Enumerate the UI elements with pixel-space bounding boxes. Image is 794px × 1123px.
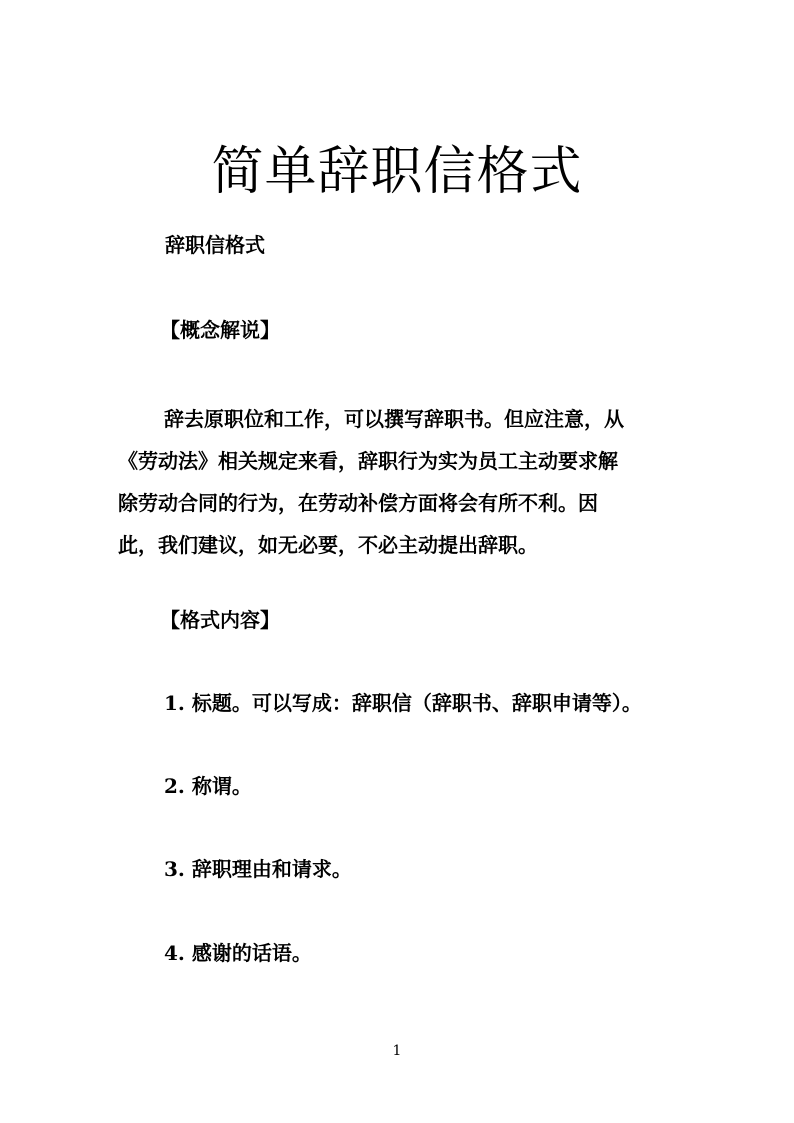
format-item-1: 1. 标题。可以写成：辞职信（辞职书、辞职申请等）。 [164,691,642,715]
concept-paragraph [118,398,663,566]
paragraph-line: 《劳动法》相关规定来看，辞职行为实为员工主动要求解 [118,449,618,473]
paragraph-line: 此，我们建议，如无必要，不必主动提出辞职。 [118,533,538,557]
paragraph-line: 辞去原职位和工作，可以撰写辞职书。但应注意，从 [164,407,624,431]
section-heading-format: 【格式内容】 [160,608,280,632]
format-item-4: 4. 感谢的话语。 [164,941,312,965]
format-item-2: 2. 称谓。 [164,774,252,798]
paragraph-line: 除劳动合同的行为，在劳动补偿方面将会有所不利。因 [118,491,598,515]
section-heading-concept: 【概念解说】 [160,318,280,342]
document-title: 简单辞职信格式 [211,142,583,202]
document-subtitle: 辞职信格式 [165,233,265,257]
page-number: 1 [392,1043,402,1059]
format-item-3: 3. 辞职理由和请求。 [164,857,352,881]
